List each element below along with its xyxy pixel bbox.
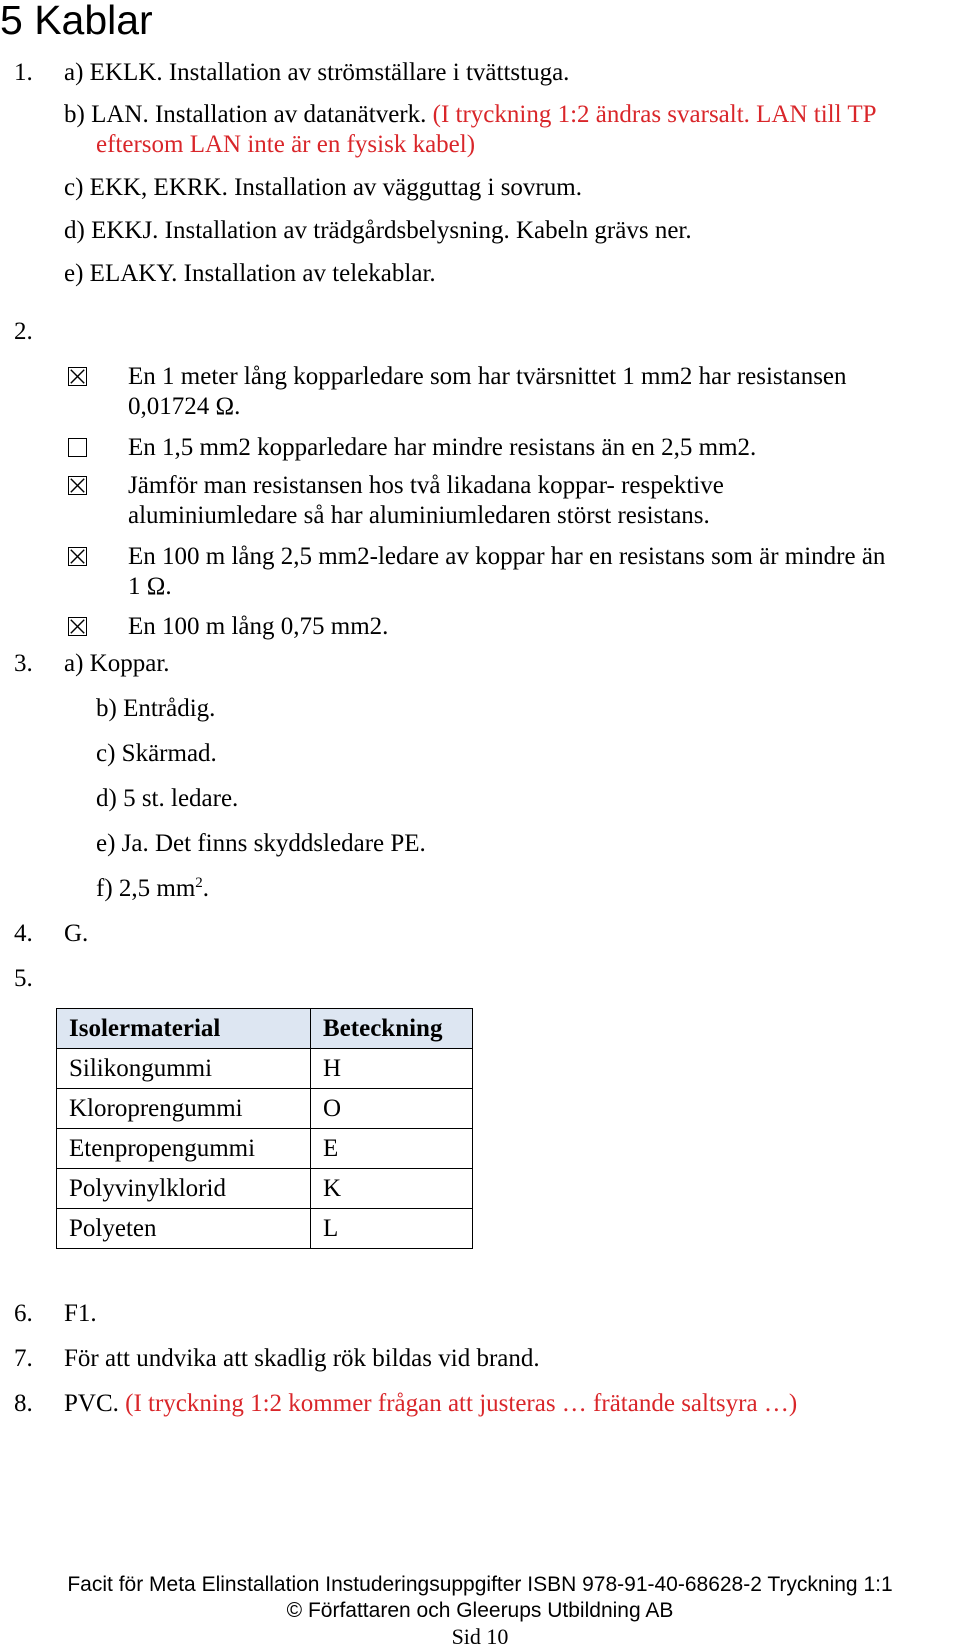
q2-statement-1-continued: 0,01724 Ω.	[128, 393, 241, 420]
table-cell-designation: E	[311, 1129, 473, 1169]
q1-answer-b-note: (I tryckning 1:2 ändras svarsalt. LAN till TP	[432, 101, 877, 128]
checked-box-icon	[68, 367, 87, 386]
table-row	[57, 1089, 473, 1129]
question-6-number: 6.	[14, 1300, 33, 1327]
checked-box-icon	[68, 476, 87, 495]
page-number: Sid 10	[451, 1624, 509, 1649]
footer-book-info: Facit för Meta Elinstallation Instuderingsuppgifter ISBN 978-91-40-68628-2 Tryckning 1:1	[67, 1573, 893, 1596]
q6-answer: F1.	[64, 1300, 97, 1327]
table-header-designation: Beteckning	[311, 1009, 473, 1049]
table-cell-designation: O	[311, 1089, 473, 1129]
q1-answer-e: e) ELAKY. Installation av telekablar.	[64, 260, 436, 287]
question-7-number: 7.	[14, 1345, 33, 1372]
q2-statement-4: En 100 m lång 2,5 mm2-ledare av koppar har en resistans som är mindre än	[128, 543, 886, 570]
table-cell-material: Kloroprengummi	[57, 1089, 311, 1129]
q3-answer-f-text: f) 2,5 mm	[96, 875, 196, 902]
q8-answer	[64, 1388, 797, 1419]
q8-answer-text: PVC.	[64, 1390, 119, 1417]
q2-statement-3-continued: aluminiumledare så har aluminiumledaren störst resistans.	[128, 502, 710, 529]
q1-answer-c: c) EKK, EKRK. Installation av vägguttag i sovrum.	[64, 174, 582, 201]
table-cell-material: Etenpropengummi	[57, 1129, 311, 1169]
q3-answer-c: c) Skärmad.	[96, 740, 217, 767]
q2-statement-1: En 1 meter lång kopparledare som har tvärsnittet 1 mm2 har resistansen	[128, 363, 847, 390]
q3-answer-e: e) Ja. Det finns skyddsledare PE.	[96, 830, 426, 857]
q1-answer-d: d) EKKJ. Installation av trädgårdsbelysning. Kabeln grävs ner.	[64, 217, 692, 244]
unchecked-box-icon	[68, 438, 87, 457]
q8-answer-note: (I tryckning 1:2 kommer frågan att justeras … frätande saltsyra …)	[125, 1390, 798, 1417]
table-header-material: Isolermaterial	[57, 1009, 311, 1049]
checked-box-icon	[68, 547, 87, 566]
q1-answer-b-note-continued: eftersom LAN inte är en fysisk kabel)	[96, 131, 476, 158]
q3-answer-a: a) Koppar.	[64, 650, 170, 677]
q1-answer-a: a) EKLK. Installation av strömställare i tvättstuga.	[64, 59, 570, 86]
table-row	[57, 1169, 473, 1209]
q3-answer-f	[96, 873, 209, 904]
q2-statement-5: En 100 m lång 0,75 mm2.	[128, 613, 389, 640]
q3-answer-f-suffix: .	[202, 875, 210, 902]
q7-answer: För att undvika att skadlig rök bildas vid brand.	[64, 1345, 540, 1372]
question-8-number: 8.	[14, 1390, 33, 1417]
question-4-number: 4.	[14, 920, 33, 947]
table-row	[57, 1209, 473, 1249]
table-row	[57, 1129, 473, 1169]
table-cell-designation: H	[311, 1049, 473, 1089]
question-5-number: 5.	[14, 965, 33, 992]
table-cell-designation: L	[311, 1209, 473, 1249]
insulation-material-table	[56, 1008, 473, 1249]
table-cell-material: Polyeten	[57, 1209, 311, 1249]
table-cell-material: Polyvinylklorid	[57, 1169, 311, 1209]
question-3-number: 3.	[14, 650, 33, 677]
footer-copyright: © Författaren och Gleerups Utbildning AB	[286, 1599, 674, 1622]
q1-answer-b-text: b) LAN. Installation av datanätverk.	[64, 101, 427, 128]
table-row	[57, 1049, 473, 1089]
q1-answer-b	[64, 99, 877, 130]
q3-answer-d: d) 5 st. ledare.	[96, 785, 239, 812]
q3-answer-b: b) Entrådig.	[96, 695, 216, 722]
question-2-number: 2.	[14, 318, 33, 345]
table-cell-material: Silikongummi	[57, 1049, 311, 1089]
table-cell-designation: K	[311, 1169, 473, 1209]
question-1-number: 1.	[14, 59, 33, 86]
q2-statement-2: En 1,5 mm2 kopparledare har mindre resistans än en 2,5 mm2.	[128, 434, 757, 461]
q4-answer: G.	[64, 920, 89, 947]
q2-statement-3: Jämför man resistansen hos två likadana koppar- respektive	[128, 472, 724, 499]
q3-answer-f-superscript: 2	[195, 875, 203, 891]
page-title: 5 Kablar	[0, 0, 153, 43]
q2-statement-4-continued: 1 Ω.	[128, 573, 172, 600]
table-header-row	[57, 1009, 473, 1049]
checked-box-icon	[68, 617, 87, 636]
